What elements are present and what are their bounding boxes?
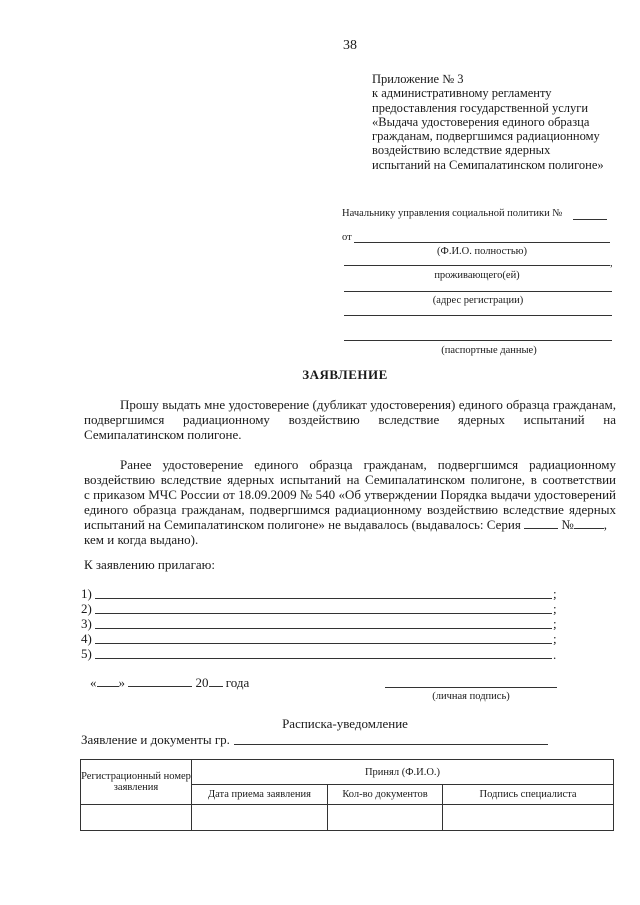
year-suffix: года (225, 675, 250, 690)
citizen-name-field[interactable] (234, 744, 548, 745)
registration-table (80, 759, 614, 831)
attachment-field-1[interactable] (95, 598, 552, 599)
semicolon: ; (553, 631, 557, 646)
year-prefix: 20 (195, 675, 209, 690)
appendix-block (372, 72, 604, 172)
paragraph-line: воздействию вследствие ядерных испытаний на Семипалатинском полигоне, в соответствии (84, 472, 616, 487)
semicolon: ; (553, 586, 557, 601)
receipt-documents-label: Заявление и документы гр. (81, 732, 230, 747)
attachment-number: 5) (81, 646, 92, 661)
paragraph-line-text: испытаний на Семипалатинском полигоне» не выдавалось (выдавалось: Серия (84, 517, 521, 532)
open-quote: « (90, 675, 97, 690)
passport-field-1[interactable] (344, 315, 612, 316)
series-field[interactable] (524, 517, 558, 529)
appendix-line: испытаний на Семипалатинском полигоне» (372, 157, 604, 172)
reg-number-cell[interactable] (81, 805, 192, 831)
passport-field-2[interactable] (344, 340, 612, 341)
period: . (553, 647, 557, 662)
date-received-header: Дата приема заявления (192, 785, 328, 805)
attachment-field-3[interactable] (95, 628, 552, 629)
specialist-signature-cell[interactable] (443, 805, 614, 831)
attachment-field-4[interactable] (95, 643, 552, 644)
address-field[interactable] (344, 291, 612, 292)
appendix-line: гражданам, подвергшимся радиационному (372, 129, 600, 144)
semicolon: ; (553, 616, 557, 631)
receipt-title: Расписка-уведомление (282, 716, 408, 731)
appendix-line: «Выдача удостоверения единого образца (372, 114, 590, 129)
doc-count-header: Кол-во документов (328, 785, 443, 805)
signature-field[interactable] (385, 687, 557, 688)
comma: , (610, 258, 613, 269)
paragraph-line: Ранее удостоверение единого образца гражданам, подвергшимся радиационному (120, 457, 616, 472)
accepted-header: Принял (Ф.И.О.) (192, 760, 614, 785)
specialist-signature-header: Подпись специалиста (443, 785, 614, 805)
year-field[interactable] (209, 675, 223, 687)
appendix-line: предоставления государственной услуги (372, 100, 589, 115)
paragraph-line: Семипалатинском полигоне. (84, 427, 242, 442)
department-number-field[interactable] (573, 219, 607, 220)
paragraph-line: подвергшимся радиационному воздействию вследствие ядерных испытаний на (84, 412, 616, 427)
attachment-number: 4) (81, 631, 92, 646)
appendix-line: Приложение № 3 (372, 72, 464, 86)
fio-caption: (Ф.И.О. полностью) (437, 246, 527, 257)
attachments-heading: К заявлению прилагаю: (84, 557, 216, 572)
appendix-line: к административному регламенту (372, 86, 552, 101)
attachment-field-5[interactable] (95, 658, 552, 659)
date-row (90, 675, 249, 691)
appendix-line: воздействию вследствие ядерных (372, 143, 551, 158)
residing-caption: проживающего(ей) (434, 270, 520, 281)
fio-field[interactable] (354, 242, 610, 243)
close-quote: » (118, 675, 125, 690)
paragraph-request (84, 397, 616, 442)
addressee-label: Начальнику управления социальной политики № (342, 208, 563, 219)
paragraph-line: кем и когда выдано). (84, 532, 199, 547)
paragraph-line: Прошу выдать мне удостоверение (дубликат удостоверения) единого образца гражданам, (120, 397, 616, 412)
fio-continuation-field[interactable] (344, 265, 610, 266)
semicolon: ; (553, 601, 557, 616)
paragraph-previous (84, 457, 616, 547)
attachment-number: 2) (81, 601, 92, 616)
date-received-cell[interactable] (192, 805, 328, 831)
document-title: ЗАЯВЛЕНИЕ (302, 367, 388, 382)
doc-count-cell[interactable] (328, 805, 443, 831)
address-caption: (адрес регистрации) (432, 295, 524, 306)
passport-caption: (паспортные данные) (441, 345, 537, 356)
from-label: от (342, 232, 352, 243)
paragraph-line: испытаний на Семипалатинском полигоне» не выдавалось (выдавалось: Серия № , (84, 517, 607, 532)
attachment-number: 3) (81, 616, 92, 631)
attachment-number: 1) (81, 586, 92, 601)
number-sign: № (561, 517, 574, 532)
number-field[interactable] (574, 517, 604, 529)
reg-number-header: Регистрационный номер заявления (81, 760, 192, 805)
paragraph-line: с приказом МЧС России от 18.09.2009 № 540 «Об утверждении Порядка выдачи удостоверений (84, 487, 616, 502)
paragraph-line: единого образца гражданам, подвергшимся радиационному воздействию вследствие ядерных (84, 502, 616, 517)
page-number: 38 (343, 38, 357, 53)
day-field[interactable] (97, 675, 119, 687)
signature-caption: (личная подпись) (432, 691, 510, 702)
attachment-field-2[interactable] (95, 613, 552, 614)
month-field[interactable] (128, 675, 192, 687)
